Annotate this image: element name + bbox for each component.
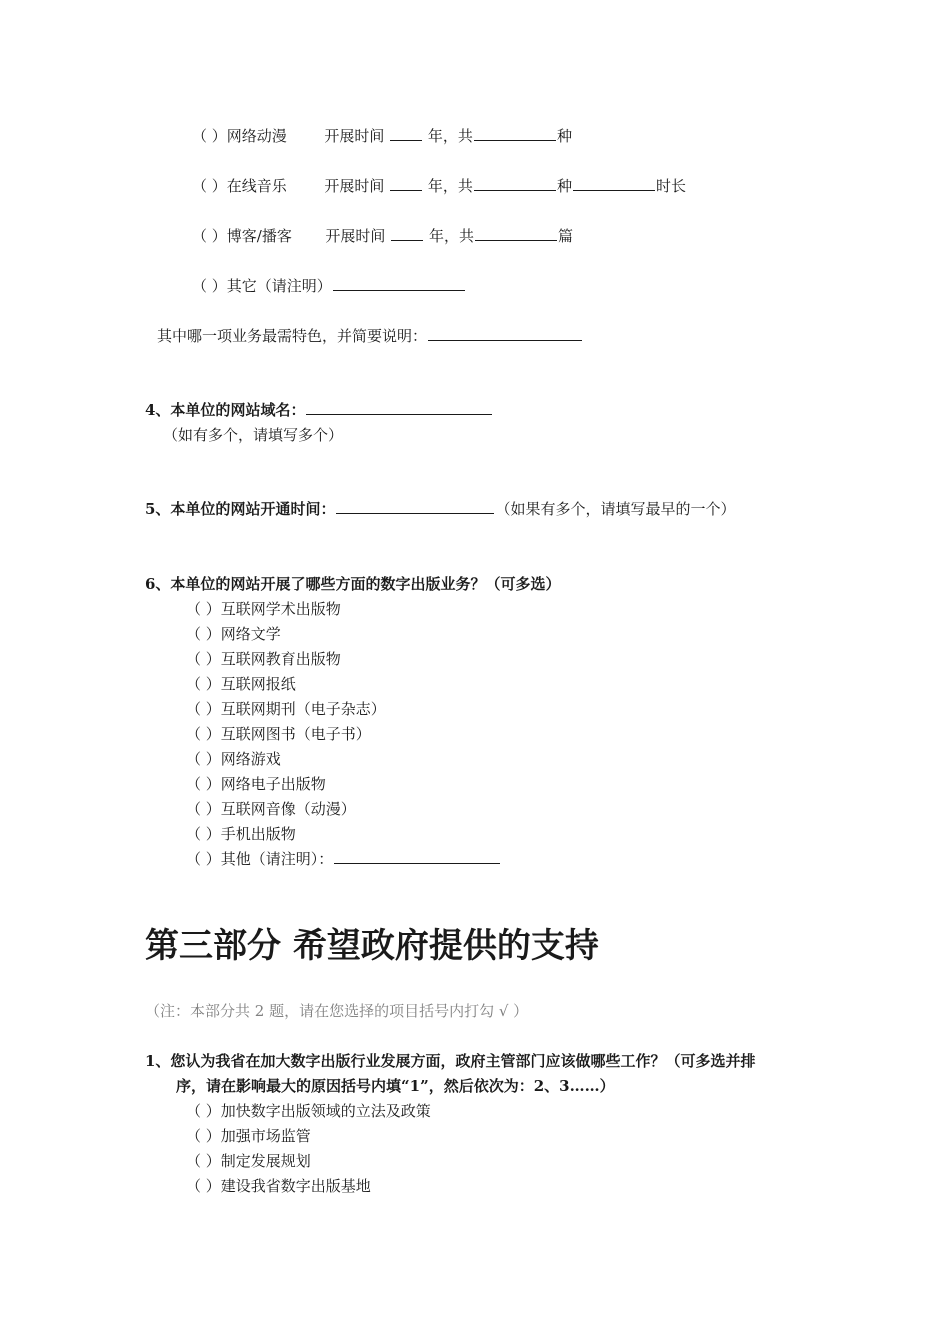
item-music-label: （ ）在线音乐 <box>192 177 287 195</box>
list-item[interactable] <box>186 749 281 769</box>
item-animation-year-blank[interactable] <box>390 126 422 141</box>
q4-title: 4、本单位的网站域名： <box>145 401 306 419</box>
item-music-count-blank[interactable] <box>474 176 556 191</box>
q5-answer-blank[interactable] <box>336 499 494 514</box>
q5 <box>145 499 735 519</box>
list-item-label: （ ）手机出版物 <box>186 825 296 843</box>
list-item-label: （ ）互联网音像（动漫） <box>186 800 356 818</box>
list-item[interactable] <box>186 599 341 619</box>
list-item-label: （ ）互联网学术出版物 <box>186 600 341 618</box>
item-music-unit: 种 <box>556 177 572 195</box>
q4-answer-blank[interactable] <box>306 400 492 415</box>
q5-note: （如果有多个，请填写最早的一个） <box>495 500 736 518</box>
list-item-label: （ ）互联网图书（电子书） <box>186 725 371 743</box>
item-animation-label: （ ）网络动漫 <box>192 127 287 145</box>
list-item-label: （ ）制定发展规划 <box>186 1152 311 1170</box>
part3-note: （注：本部分共 2 题，请在您选择的项目括号内打勾 √ ） <box>145 1002 529 1020</box>
q4-note: （如有多个，请填写多个） <box>163 426 344 444</box>
item-blog-label: （ ）博客/播客 <box>192 227 292 245</box>
list-item[interactable] <box>186 1176 371 1196</box>
list-item-label: （ ）其他（请注明）： <box>186 850 334 868</box>
list-item-label: （ ）网络游戏 <box>186 750 281 768</box>
other-specify-blank[interactable] <box>334 849 500 864</box>
page-title: 第三部分 希望政府提供的支持 <box>145 926 599 966</box>
list-item[interactable] <box>186 624 281 644</box>
list-item[interactable] <box>186 799 356 819</box>
feature-question-text: 其中哪一项业务最需特色，并简要说明： <box>157 327 428 345</box>
item-other-label: （ ）其它（请注明） <box>192 277 332 295</box>
list-item-label: （ ）建设我省数字出版基地 <box>186 1177 371 1195</box>
item-other-blank[interactable] <box>333 276 465 291</box>
item-blog-unit: 篇 <box>557 227 573 245</box>
list-item-label: （ ）加快数字出版领域的立法及政策 <box>186 1102 431 1120</box>
item-music-duration-blank[interactable] <box>573 176 655 191</box>
item-blog-start: 开展时间 <box>325 227 386 245</box>
list-item-label: （ ）加强市场监管 <box>186 1127 311 1145</box>
list-item[interactable] <box>186 824 296 844</box>
list-item[interactable] <box>186 649 341 669</box>
list-item[interactable] <box>186 849 501 869</box>
list-item-label: （ ）互联网期刊（电子杂志） <box>186 700 386 718</box>
item-blog-year: 年，共 <box>428 227 474 245</box>
list-item-label: （ ）互联网报纸 <box>186 675 296 693</box>
list-item-label: （ ）网络文学 <box>186 625 281 643</box>
item-animation-year: 年，共 <box>427 127 473 145</box>
list-item[interactable] <box>186 699 386 719</box>
list-item-label: （ ）互联网教育出版物 <box>186 650 341 668</box>
list-item[interactable] <box>186 1151 311 1171</box>
item-animation-count-blank[interactable] <box>474 126 556 141</box>
q6-title: 6、本单位的网站开展了哪些方面的数字出版业务？（可多选） <box>145 575 561 593</box>
item-music-unit2: 时长 <box>655 177 686 195</box>
list-item[interactable] <box>186 1101 431 1121</box>
item-music-year-blank[interactable] <box>390 176 422 191</box>
item-other <box>192 276 466 296</box>
item-blog-year-blank[interactable] <box>391 226 423 241</box>
list-item[interactable] <box>186 674 296 694</box>
list-item[interactable] <box>186 724 371 744</box>
item-music-start: 开展时间 <box>324 177 385 195</box>
item-music <box>192 176 686 196</box>
feature-question <box>157 326 583 346</box>
item-blog-count-blank[interactable] <box>475 226 557 241</box>
q5-title: 5、本单位的网站开通时间： <box>145 500 336 518</box>
item-blog <box>192 226 573 246</box>
feature-answer-blank[interactable] <box>428 326 582 341</box>
list-item[interactable] <box>186 1126 311 1146</box>
item-music-year: 年，共 <box>427 177 473 195</box>
list-item[interactable] <box>186 774 326 794</box>
part3-q1-line1: 1、您认为我省在加大数字出版行业发展方面，政府主管部门应该做哪些工作？（可多选并排 <box>145 1052 756 1070</box>
part3-q1-line2: 序，请在影响最大的原因括号内填“1”，然后依次为：2、3……） <box>176 1077 615 1095</box>
item-animation <box>192 126 572 146</box>
list-item-label: （ ）网络电子出版物 <box>186 775 326 793</box>
item-animation-unit: 种 <box>556 127 572 145</box>
item-animation-start: 开展时间 <box>324 127 385 145</box>
q4 <box>145 400 493 420</box>
